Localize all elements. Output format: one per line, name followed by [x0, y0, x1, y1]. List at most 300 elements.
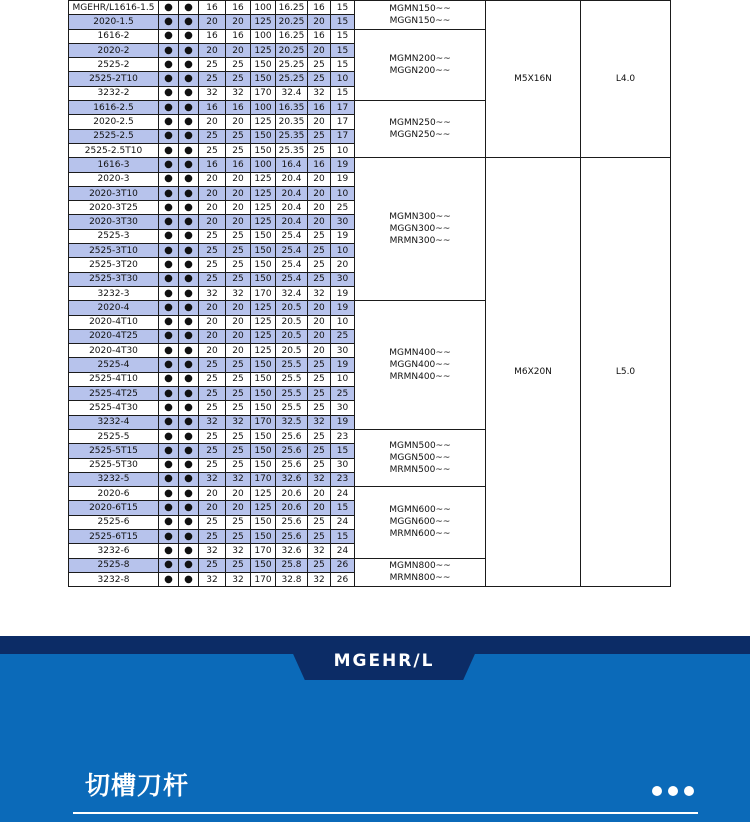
b-cell: 20: [226, 172, 251, 186]
h1-cell: 20: [308, 344, 331, 358]
h-cell: 25: [199, 515, 226, 529]
l1-cell: 25.35: [276, 143, 308, 157]
f-cell: 15: [331, 501, 355, 515]
l-cell: 125: [251, 43, 276, 57]
f-cell: 10: [331, 72, 355, 86]
h1-cell: 16: [308, 29, 331, 43]
f-cell: 17: [331, 115, 355, 129]
l-cell: 170: [251, 286, 276, 300]
h1-cell: 32: [308, 415, 331, 429]
model-cell: 2020-3T25: [69, 201, 159, 215]
model-cell: 2525-2: [69, 58, 159, 72]
l-cell: 125: [251, 115, 276, 129]
h1-cell: 25: [308, 229, 331, 243]
model-cell: 2525-8: [69, 558, 159, 572]
table-row: [69, 158, 671, 172]
l-cell: 150: [251, 529, 276, 543]
h-cell: 25: [199, 429, 226, 443]
b-cell: 20: [226, 301, 251, 315]
b-cell: 32: [226, 572, 251, 586]
model-cell: 3232-2: [69, 86, 159, 100]
f-cell: 26: [331, 572, 355, 586]
dot-cell-l: ●: [179, 143, 199, 157]
h1-cell: 20: [308, 186, 331, 200]
f-cell: 19: [331, 415, 355, 429]
l-cell: 150: [251, 387, 276, 401]
dot-cell-r: ●: [159, 15, 179, 29]
h1-cell: 32: [308, 286, 331, 300]
h1-cell: 25: [308, 458, 331, 472]
h1-cell: 25: [308, 272, 331, 286]
h-cell: 25: [199, 444, 226, 458]
b-cell: 25: [226, 401, 251, 415]
h1-cell: 25: [308, 372, 331, 386]
b-cell: 25: [226, 458, 251, 472]
model-cell: 2020-3: [69, 172, 159, 186]
model-cell: 2020-2: [69, 43, 159, 57]
dot-cell-l: ●: [179, 572, 199, 586]
l-cell: 150: [251, 129, 276, 143]
dot-cell-r: ●: [159, 158, 179, 172]
l1-cell: 16.25: [276, 1, 308, 15]
dot-cell-l: ●: [179, 429, 199, 443]
f-cell: 25: [331, 387, 355, 401]
f-cell: 15: [331, 43, 355, 57]
screw-cell: M5X16N: [486, 1, 581, 158]
f-cell: 30: [331, 272, 355, 286]
b-cell: 20: [226, 215, 251, 229]
l-cell: 100: [251, 29, 276, 43]
insert-model: MRMN300~~: [389, 236, 451, 247]
insert-models-cell: [355, 1, 486, 30]
dot-cell-r: ●: [159, 458, 179, 472]
h1-cell: 25: [308, 401, 331, 415]
b-cell: 20: [226, 201, 251, 215]
l1-cell: 20.5: [276, 315, 308, 329]
f-cell: 24: [331, 515, 355, 529]
dot-cell-l: ●: [179, 501, 199, 515]
l-cell: 125: [251, 215, 276, 229]
insert-models-cell: [355, 29, 486, 100]
h1-cell: 25: [308, 129, 331, 143]
f-cell: 30: [331, 344, 355, 358]
screw-cell: M6X20N: [486, 158, 581, 587]
insert-model: MGGN400~~: [389, 360, 451, 371]
dot-cell-r: ●: [159, 344, 179, 358]
l-cell: 150: [251, 429, 276, 443]
dot-cell-r: ●: [159, 258, 179, 272]
dot-cell-l: ●: [179, 201, 199, 215]
dot-cell-l: ●: [179, 43, 199, 57]
dot-cell-r: ●: [159, 429, 179, 443]
dot-cell-r: ●: [159, 1, 179, 15]
model-cell: 2020-4T10: [69, 315, 159, 329]
dot-cell-l: ●: [179, 472, 199, 486]
dot-cell-r: ●: [159, 129, 179, 143]
b-cell: 25: [226, 444, 251, 458]
h1-cell: 20: [308, 487, 331, 501]
insert-model: MRMN500~~: [389, 465, 451, 475]
b-cell: 25: [226, 258, 251, 272]
l-cell: 150: [251, 143, 276, 157]
dot-cell-r: ●: [159, 358, 179, 372]
h-cell: 25: [199, 358, 226, 372]
model-cell: 3232-6: [69, 544, 159, 558]
l1-cell: 20.25: [276, 15, 308, 29]
f-cell: 15: [331, 1, 355, 15]
l-cell: 150: [251, 515, 276, 529]
f-cell: 15: [331, 15, 355, 29]
l1-cell: 20.6: [276, 487, 308, 501]
h-cell: 16: [199, 29, 226, 43]
model-cell: 2020-4: [69, 301, 159, 315]
b-cell: 25: [226, 429, 251, 443]
dot-cell-l: ●: [179, 544, 199, 558]
l-cell: 125: [251, 186, 276, 200]
dot-cell-r: ●: [159, 186, 179, 200]
dot-cell-l: ●: [179, 387, 199, 401]
l-cell: 170: [251, 86, 276, 100]
f-cell: 15: [331, 444, 355, 458]
dot-cell-r: ●: [159, 58, 179, 72]
h-cell: 25: [199, 72, 226, 86]
b-cell: 32: [226, 472, 251, 486]
h1-cell: 20: [308, 115, 331, 129]
h-cell: 32: [199, 472, 226, 486]
l1-cell: 16.25: [276, 29, 308, 43]
dot-cell-l: ●: [179, 515, 199, 529]
b-cell: 25: [226, 387, 251, 401]
h1-cell: 20: [308, 501, 331, 515]
l-cell: 100: [251, 158, 276, 172]
h-cell: 20: [199, 186, 226, 200]
more-dots-icon[interactable]: [652, 786, 698, 796]
dot-cell-r: ●: [159, 244, 179, 258]
insert-models-cell: [355, 101, 486, 158]
f-cell: 10: [331, 143, 355, 157]
h-cell: 25: [199, 258, 226, 272]
dot-cell-l: ●: [179, 529, 199, 543]
f-cell: 15: [331, 86, 355, 100]
l1-cell: 32.8: [276, 572, 308, 586]
dot-cell-r: ●: [159, 272, 179, 286]
b-cell: 25: [226, 72, 251, 86]
dot-cell-r: ●: [159, 515, 179, 529]
l-cell: 125: [251, 301, 276, 315]
insert-model: MGMN150~~: [389, 3, 451, 14]
insert-model: MGMN300~~: [389, 212, 451, 223]
dot-cell-l: ●: [179, 186, 199, 200]
f-cell: 10: [331, 315, 355, 329]
f-cell: 10: [331, 372, 355, 386]
h-cell: 20: [199, 315, 226, 329]
f-cell: 25: [331, 329, 355, 343]
model-cell: 2525-5: [69, 429, 159, 443]
h-cell: 25: [199, 229, 226, 243]
l1-cell: 25.4: [276, 272, 308, 286]
l1-cell: 25.4: [276, 229, 308, 243]
h1-cell: 25: [308, 143, 331, 157]
footer-tab-label: MGEHR/L: [333, 651, 435, 671]
f-cell: 23: [331, 472, 355, 486]
b-cell: 32: [226, 415, 251, 429]
dot-cell-r: ●: [159, 201, 179, 215]
dot-cell-r: ●: [159, 501, 179, 515]
b-cell: 16: [226, 101, 251, 115]
l1-cell: 25.6: [276, 515, 308, 529]
h1-cell: 20: [308, 15, 331, 29]
l-cell: 150: [251, 401, 276, 415]
dot-cell-l: ●: [179, 229, 199, 243]
model-cell: 2020-4T25: [69, 329, 159, 343]
l1-cell: 20.5: [276, 301, 308, 315]
h1-cell: 20: [308, 201, 331, 215]
model-cell: 2525-6T15: [69, 529, 159, 543]
insert-model: MGMN800~~: [389, 561, 451, 572]
dot-cell-l: ●: [179, 344, 199, 358]
model-cell: 3232-8: [69, 572, 159, 586]
h-cell: 16: [199, 158, 226, 172]
model-cell: 2525-4: [69, 358, 159, 372]
h1-cell: 25: [308, 244, 331, 258]
h-cell: 20: [199, 115, 226, 129]
key-cell: L4.0: [581, 1, 671, 158]
h1-cell: 25: [308, 72, 331, 86]
h1-cell: 25: [308, 558, 331, 572]
insert-models-cell: [355, 429, 486, 486]
l-cell: 125: [251, 172, 276, 186]
l1-cell: 25.6: [276, 529, 308, 543]
insert-model: MGMN500~~: [389, 441, 451, 451]
model-cell: 2525-4T30: [69, 401, 159, 415]
l-cell: 125: [251, 15, 276, 29]
h-cell: 25: [199, 244, 226, 258]
model-cell: 2020-4T30: [69, 344, 159, 358]
l-cell: 125: [251, 344, 276, 358]
l1-cell: 32.4: [276, 86, 308, 100]
f-cell: 30: [331, 215, 355, 229]
l-cell: 150: [251, 444, 276, 458]
b-cell: 25: [226, 372, 251, 386]
h-cell: 25: [199, 458, 226, 472]
dot-cell-l: ●: [179, 286, 199, 300]
b-cell: 25: [226, 143, 251, 157]
dot-cell-r: ●: [159, 472, 179, 486]
l-cell: 170: [251, 572, 276, 586]
l-cell: 150: [251, 72, 276, 86]
dot-cell-l: ●: [179, 86, 199, 100]
b-cell: 25: [226, 358, 251, 372]
l-cell: 125: [251, 315, 276, 329]
dot-cell-l: ●: [179, 72, 199, 86]
dot-cell-r: ●: [159, 558, 179, 572]
h-cell: 20: [199, 15, 226, 29]
model-cell: 2525-3T20: [69, 258, 159, 272]
dot-cell-l: ●: [179, 172, 199, 186]
h1-cell: 20: [308, 329, 331, 343]
model-cell: 2525-3T10: [69, 244, 159, 258]
h1-cell: 25: [308, 515, 331, 529]
l-cell: 150: [251, 458, 276, 472]
h1-cell: 20: [308, 315, 331, 329]
l1-cell: 25.5: [276, 372, 308, 386]
h1-cell: 20: [308, 215, 331, 229]
h-cell: 32: [199, 572, 226, 586]
f-cell: 19: [331, 229, 355, 243]
l1-cell: 32.5: [276, 415, 308, 429]
dot-cell-l: ●: [179, 458, 199, 472]
h1-cell: 32: [308, 544, 331, 558]
insert-models-cell: [355, 158, 486, 301]
h1-cell: 20: [308, 43, 331, 57]
insert-model: MGMN200~~: [389, 53, 451, 64]
l-cell: 150: [251, 229, 276, 243]
b-cell: 25: [226, 244, 251, 258]
h-cell: 25: [199, 387, 226, 401]
insert-models-cell: [355, 301, 486, 430]
h-cell: 25: [199, 558, 226, 572]
h-cell: 20: [199, 215, 226, 229]
l1-cell: 25.5: [276, 401, 308, 415]
h-cell: 25: [199, 272, 226, 286]
dot-cell-r: ●: [159, 387, 179, 401]
dot-cell-r: ●: [159, 43, 179, 57]
l1-cell: 20.4: [276, 215, 308, 229]
l1-cell: 25.6: [276, 429, 308, 443]
insert-model: MRMN400~~: [389, 372, 451, 383]
model-cell: 2020-6: [69, 487, 159, 501]
h-cell: 20: [199, 344, 226, 358]
insert-model: MGMN600~~: [389, 505, 451, 516]
model-cell: 2525-2.5: [69, 129, 159, 143]
b-cell: 16: [226, 1, 251, 15]
b-cell: 25: [226, 529, 251, 543]
dot-cell-r: ●: [159, 572, 179, 586]
model-cell: 2020-2.5: [69, 115, 159, 129]
l1-cell: 25.25: [276, 72, 308, 86]
h-cell: 25: [199, 529, 226, 543]
insert-model: MGGN300~~: [389, 224, 451, 235]
dot-cell-l: ●: [179, 129, 199, 143]
h-cell: 25: [199, 58, 226, 72]
l1-cell: 25.4: [276, 258, 308, 272]
f-cell: 20: [331, 258, 355, 272]
insert-model: MRMN800~~: [389, 573, 451, 584]
model-cell: 2020-3T30: [69, 215, 159, 229]
table-row: [69, 1, 671, 15]
dot-cell-r: ●: [159, 315, 179, 329]
l1-cell: 20.4: [276, 201, 308, 215]
f-cell: 24: [331, 487, 355, 501]
h-cell: 20: [199, 329, 226, 343]
b-cell: 20: [226, 115, 251, 129]
h-cell: 20: [199, 501, 226, 515]
model-cell: 1616-3: [69, 158, 159, 172]
insert-model: MRMN600~~: [389, 529, 451, 540]
l1-cell: 25.4: [276, 244, 308, 258]
dot-cell-l: ●: [179, 101, 199, 115]
l1-cell: 25.5: [276, 387, 308, 401]
l-cell: 100: [251, 101, 276, 115]
dot-cell-r: ●: [159, 444, 179, 458]
f-cell: 26: [331, 558, 355, 572]
dot-cell-r: ●: [159, 487, 179, 501]
f-cell: 15: [331, 29, 355, 43]
h-cell: 25: [199, 372, 226, 386]
l-cell: 150: [251, 372, 276, 386]
b-cell: 25: [226, 58, 251, 72]
model-cell: MGEHR/L1616-1.5: [69, 1, 159, 15]
h-cell: 25: [199, 129, 226, 143]
dot-cell-r: ●: [159, 115, 179, 129]
l-cell: 170: [251, 544, 276, 558]
b-cell: 20: [226, 15, 251, 29]
dot-cell-r: ●: [159, 229, 179, 243]
dot-cell-l: ●: [179, 301, 199, 315]
dot-cell-r: ●: [159, 301, 179, 315]
dot-cell-r: ●: [159, 372, 179, 386]
l-cell: 150: [251, 558, 276, 572]
h-cell: 25: [199, 401, 226, 415]
l-cell: 150: [251, 58, 276, 72]
b-cell: 25: [226, 272, 251, 286]
f-cell: 30: [331, 458, 355, 472]
l-cell: 100: [251, 1, 276, 15]
f-cell: 19: [331, 172, 355, 186]
h-cell: 16: [199, 101, 226, 115]
l1-cell: 32.4: [276, 286, 308, 300]
model-cell: 2525-5T15: [69, 444, 159, 458]
footer-band: [0, 636, 750, 822]
dot-cell-l: ●: [179, 15, 199, 29]
f-cell: 19: [331, 301, 355, 315]
model-cell: 2525-2T10: [69, 72, 159, 86]
model-cell: 2525-5T30: [69, 458, 159, 472]
h1-cell: 32: [308, 472, 331, 486]
l1-cell: 20.25: [276, 43, 308, 57]
dot-cell-r: ●: [159, 544, 179, 558]
l1-cell: 20.5: [276, 329, 308, 343]
b-cell: 25: [226, 515, 251, 529]
l1-cell: 16.35: [276, 101, 308, 115]
l1-cell: 25.5: [276, 358, 308, 372]
l-cell: 150: [251, 244, 276, 258]
l-cell: 125: [251, 201, 276, 215]
dot-cell-l: ●: [179, 372, 199, 386]
dot-cell-l: ●: [179, 244, 199, 258]
model-cell: 1616-2.5: [69, 101, 159, 115]
l1-cell: 32.6: [276, 472, 308, 486]
b-cell: 20: [226, 487, 251, 501]
l1-cell: 20.4: [276, 172, 308, 186]
h1-cell: 16: [308, 158, 331, 172]
h-cell: 20: [199, 487, 226, 501]
h1-cell: 25: [308, 429, 331, 443]
model-cell: 3232-4: [69, 415, 159, 429]
f-cell: 10: [331, 186, 355, 200]
dot-cell-r: ●: [159, 172, 179, 186]
dot-cell-l: ●: [179, 401, 199, 415]
l1-cell: 20.4: [276, 186, 308, 200]
dot-cell-l: ●: [179, 258, 199, 272]
l1-cell: 25.25: [276, 58, 308, 72]
spec-table: [68, 0, 671, 587]
h1-cell: 25: [308, 358, 331, 372]
l1-cell: 25.6: [276, 444, 308, 458]
l-cell: 170: [251, 415, 276, 429]
f-cell: 30: [331, 401, 355, 415]
f-cell: 23: [331, 429, 355, 443]
